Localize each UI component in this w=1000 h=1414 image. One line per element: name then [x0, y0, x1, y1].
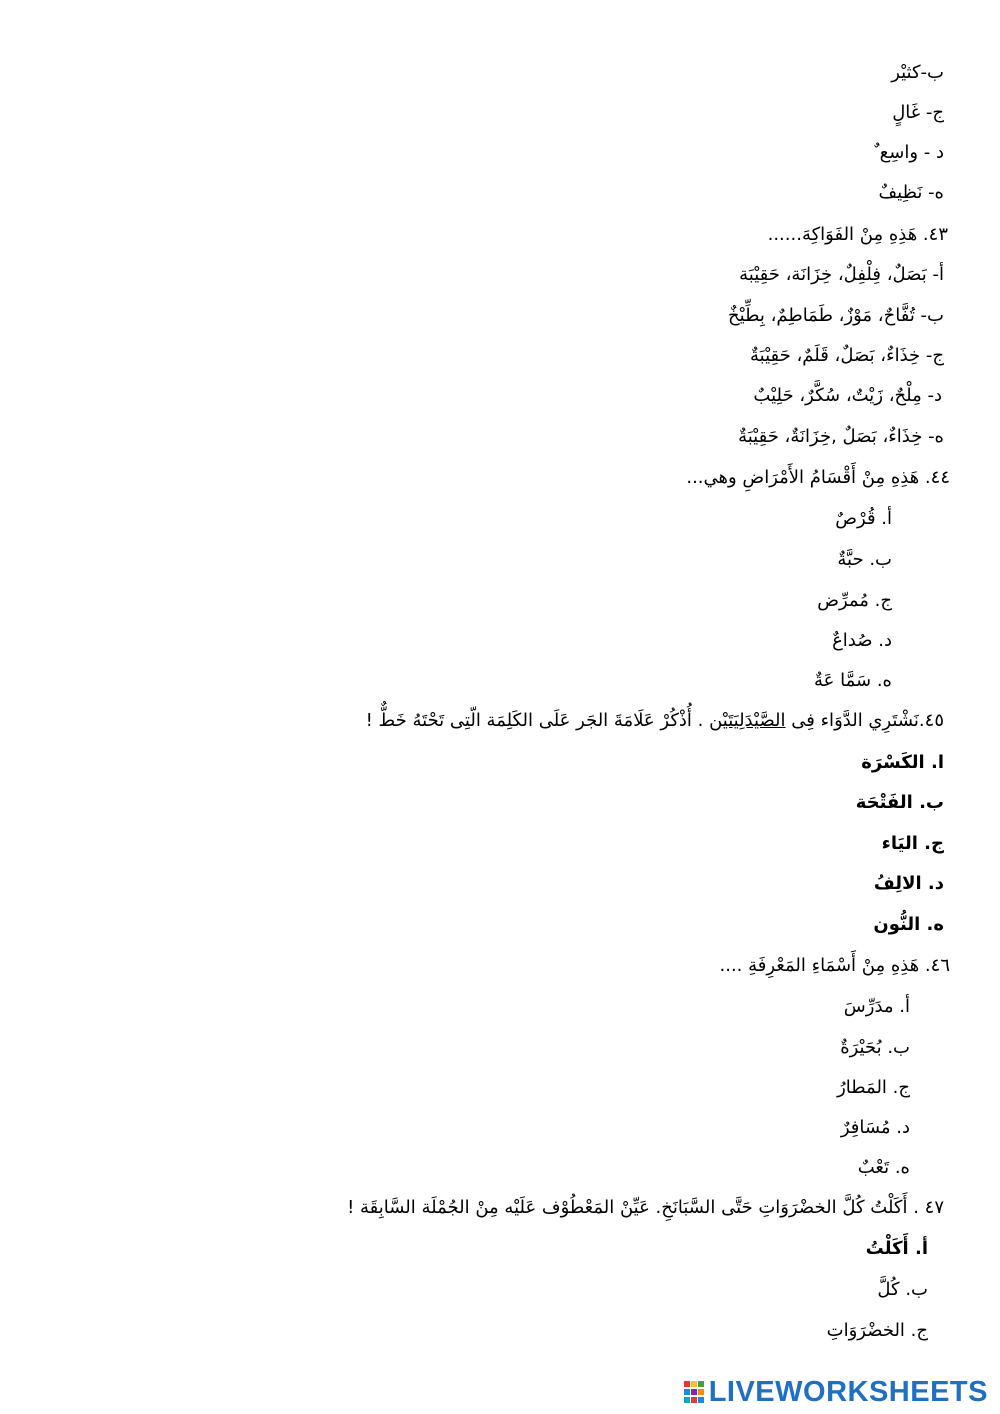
liveworksheets-icon: [684, 1379, 706, 1405]
option-text: أ. قُرْصٌ: [835, 508, 892, 529]
option-text: د - واسِع ٌ: [874, 142, 944, 163]
option-text: ج- غَالٍ: [892, 102, 944, 123]
question-44: ٤٤. هَذِهِ مِنْ أَقْسَامُ الأَمْرَاضِ وهي...: [686, 467, 950, 488]
option-text: ه- خِذَاءٌ، بَصَلٌ ,خِزَانَةٌ، حَقِيْبَةٌ: [738, 426, 944, 447]
question-45-end: . أُذْكُرْ عَلَامَةَ الجَر عَلَى الكَلِمَة الّتِى تَحْتَهُ خَطٌّ !: [365, 710, 710, 731]
question-45-start: ٤٥.نَشْتَرِي الدَّوَاء فِى: [785, 710, 944, 731]
option-text: ب. بُحَيْرَةٌ: [840, 1037, 910, 1058]
option-text: د. مُسَافِرٌ: [840, 1117, 910, 1138]
option-text: ج. اليَاء: [881, 833, 944, 854]
option-text: د. صُداعٌ: [832, 630, 892, 651]
question-45: [366, 708, 944, 734]
option-text: أ- بَصَلٌ، فِلْفِلٌ، خِزَانَة، حَقِيْبَة: [739, 264, 944, 285]
option-text: د. الالِفُ: [873, 873, 944, 894]
option-text: ج. الخضْرَوَاتِ: [826, 1320, 928, 1341]
option-text: ه. النُّون: [873, 914, 944, 935]
liveworksheets-logo: [684, 1376, 988, 1408]
question-47: ٤٧ . أَكَلْتُ كُلَّ الخضْرَوَاتِ حَتَّى السَّبَانَخِ. عَيِّنْ المَعْطُوْف عَلَيْه مِنْ الجُمْلَة السَّابِقَة !: [347, 1197, 944, 1218]
underlined-word: الصَّيْدَلِيَتَيْن: [709, 710, 786, 731]
option-text: ب. الفَتْحَة: [855, 792, 944, 813]
option-text: ب. حبَّةٌ: [837, 549, 892, 570]
option-text: ج. مُمرِّض: [817, 590, 892, 611]
option-text: ب. كُلَّ: [877, 1279, 928, 1300]
option-text: ج. المَطارُ: [837, 1077, 910, 1098]
brand-name: LIVEWORKSHEETS: [708, 1375, 988, 1408]
option-text: د- مِلْحٌ، زَيْتٌ، سُكَّرٌ، حَلِيْبٌ: [753, 385, 942, 406]
question-46: ٤٦. هَذِهِ مِنْ أَسْمَاءِ المَعْرِفَةِ ....: [719, 955, 950, 976]
option-text: ه. تَعْبٌ: [857, 1157, 910, 1178]
option-text: ه. سَمَّا عَةٌ: [814, 670, 892, 691]
option-text: أ. مدَرِّسَ: [843, 996, 910, 1017]
option-text: ه- نَظِيفٌ: [878, 182, 944, 203]
option-text: أ. أَكَلْتُ: [865, 1238, 928, 1259]
option-text: ا. الكَسْرَة: [861, 752, 944, 773]
option-text: ب- تُفَّاحٌ، مَوْزٌ، طَمَاطِمٌ، بِطِّيْخٌ: [728, 305, 944, 326]
question-43: ٤٣. هَذِهِ مِنْ الفَوَاكِهَ......: [767, 224, 948, 245]
option-text: ج- خِذَاءٌ، بَصَلٌ، قَلَمٌ، حَقِيْبَةٌ: [749, 345, 944, 366]
option-text: ب-كثيْر: [891, 62, 944, 83]
